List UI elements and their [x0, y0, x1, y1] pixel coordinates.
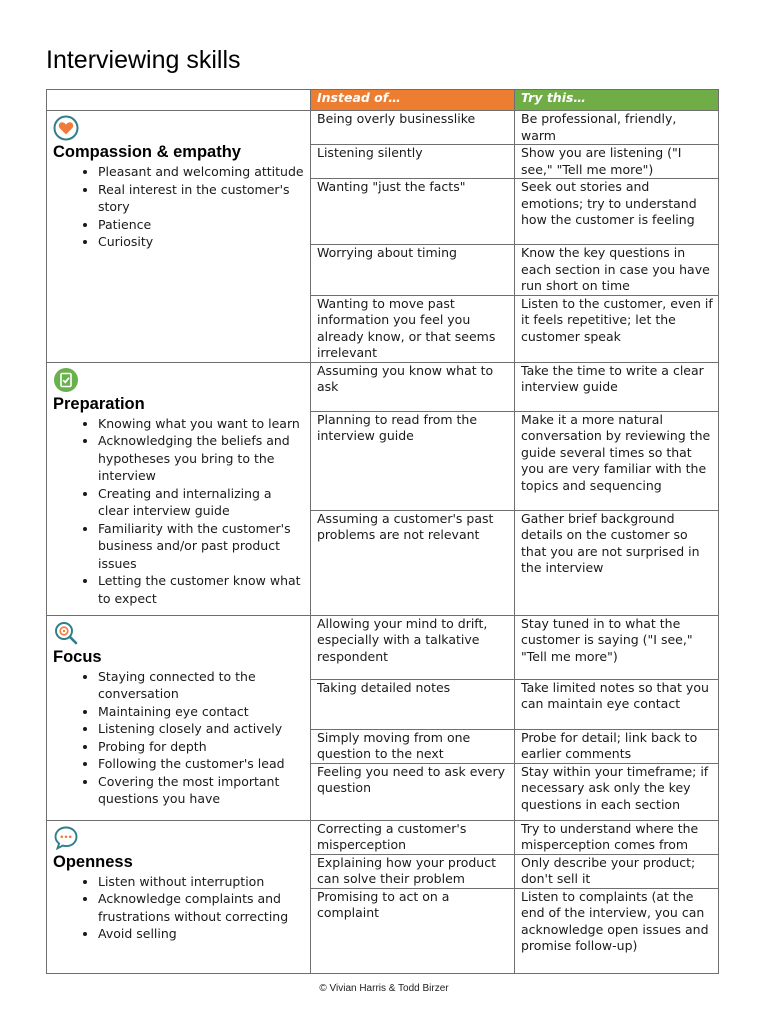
- list-item: • Listening closely and actively: [98, 720, 306, 738]
- instead-cell: Allowing your mind to drift, especially with a talkative respondent: [311, 615, 515, 679]
- list-item: • Probing for depth: [98, 738, 306, 756]
- list-item: • Covering the most important questions you have: [98, 773, 306, 808]
- list-item: • Acknowledging the beliefs and hypotheses you bring to the interview: [98, 432, 306, 485]
- try-cell: Seek out stories and emotions; try to understand how the customer is feeling: [515, 179, 719, 245]
- instead-cell: Feeling you need to ask every question: [311, 763, 515, 820]
- try-header: Try this…: [515, 90, 719, 111]
- list-item: • Curiosity: [98, 233, 306, 251]
- try-cell: Listen to complaints (at the end of the interview, you can acknowledge open issues and promise follow-up): [515, 888, 719, 973]
- instead-cell: Worrying about timing: [311, 245, 515, 296]
- topic-points: [53, 873, 306, 943]
- skills-table: [46, 89, 719, 974]
- instead-cell: Wanting to move past information you feel you already know, or that seems irrelevant: [311, 295, 515, 362]
- list-item: • Familiarity with the customer's business and/or past product issues: [98, 520, 306, 573]
- list-item: • Maintaining eye contact: [98, 703, 306, 721]
- magnifier-icon: [53, 620, 79, 646]
- topic-title: Compassion & empathy: [53, 143, 241, 161]
- try-cell: Listen to the customer, even if it feels repetitive; let the customer speak: [515, 295, 719, 362]
- list-item: • Patience: [98, 216, 306, 234]
- try-cell: Only describe your product; don't sell it: [515, 854, 719, 888]
- list-item: • Letting the customer know what to expect: [98, 572, 306, 607]
- table-row: [47, 615, 719, 679]
- try-cell: Stay within your timeframe; if necessary ask only the key questions in each section: [515, 763, 719, 820]
- try-cell: Be professional, friendly, warm: [515, 111, 719, 145]
- topic-compassion: [47, 111, 311, 363]
- table-row: [47, 820, 719, 854]
- speech-bubble-icon: [53, 825, 79, 851]
- topic-preparation: [47, 362, 311, 615]
- instead-cell: Being overly businesslike: [311, 111, 515, 145]
- list-item: • Listen without interruption: [98, 873, 306, 891]
- topic-points: [53, 668, 306, 808]
- instead-cell: Assuming a customer's past problems are not relevant: [311, 510, 515, 615]
- list-item: • Creating and internalizing a clear interview guide: [98, 485, 306, 520]
- try-cell: Stay tuned in to what the customer is saying ("I see," "Tell me more"): [515, 615, 719, 679]
- topic-points: [53, 415, 306, 608]
- try-cell: Know the key questions in each section in case you have run short on time: [515, 245, 719, 296]
- table-row: [47, 362, 719, 411]
- table-header-row: [47, 90, 719, 111]
- topic-title: Focus: [53, 647, 102, 666]
- try-cell: Take the time to write a clear interview guide: [515, 362, 719, 411]
- topic-title: Preparation: [53, 394, 145, 413]
- try-cell: Take limited notes so that you can maintain eye contact: [515, 679, 719, 729]
- heart-icon: [53, 115, 79, 141]
- instead-cell: Explaining how your product can solve their problem: [311, 854, 515, 888]
- table-row: [47, 111, 719, 145]
- instead-cell: Simply moving from one question to the next: [311, 729, 515, 763]
- instead-cell: Assuming you know what to ask: [311, 362, 515, 411]
- list-item: • Avoid selling: [98, 925, 306, 943]
- try-cell: Show you are listening ("I see," "Tell me more"): [515, 145, 719, 179]
- instead-cell: Planning to read from the interview guide: [311, 411, 515, 510]
- try-cell: Try to understand where the misperception comes from: [515, 820, 719, 854]
- topic-title: Openness: [53, 852, 133, 871]
- instead-cell: Taking detailed notes: [311, 679, 515, 729]
- instead-cell: Wanting "just the facts": [311, 179, 515, 245]
- page-title: Interviewing skills: [46, 46, 241, 74]
- topic-focus: [47, 615, 311, 820]
- checklist-icon: [53, 367, 79, 393]
- list-item: • Acknowledge complaints and frustrations without correcting: [98, 890, 306, 925]
- instead-cell: Correcting a customer's misperception: [311, 820, 515, 854]
- list-item: • Real interest in the customer's story: [98, 181, 306, 216]
- try-cell: Gather brief background details on the customer so that you are not surprised in the interview: [515, 510, 719, 615]
- try-cell: Probe for detail; link back to earlier comments: [515, 729, 719, 763]
- list-item: • Knowing what you want to learn: [98, 415, 306, 433]
- instead-cell: Listening silently: [311, 145, 515, 179]
- instead-header: Instead of…: [311, 90, 515, 111]
- instead-cell: Promising to act on a complaint: [311, 888, 515, 973]
- copyright-footer: © Vivian Harris & Todd Birzer: [319, 983, 449, 994]
- list-item: • Staying connected to the conversation: [98, 668, 306, 703]
- try-cell: Make it a more natural conversation by reviewing the guide several times so that you are very familiar with the topics and sequencing: [515, 411, 719, 510]
- topic-openness: [47, 820, 311, 973]
- list-item: • Following the customer's lead: [98, 755, 306, 773]
- topic-points: [53, 163, 306, 251]
- list-item: • Pleasant and welcoming attitude: [98, 163, 306, 181]
